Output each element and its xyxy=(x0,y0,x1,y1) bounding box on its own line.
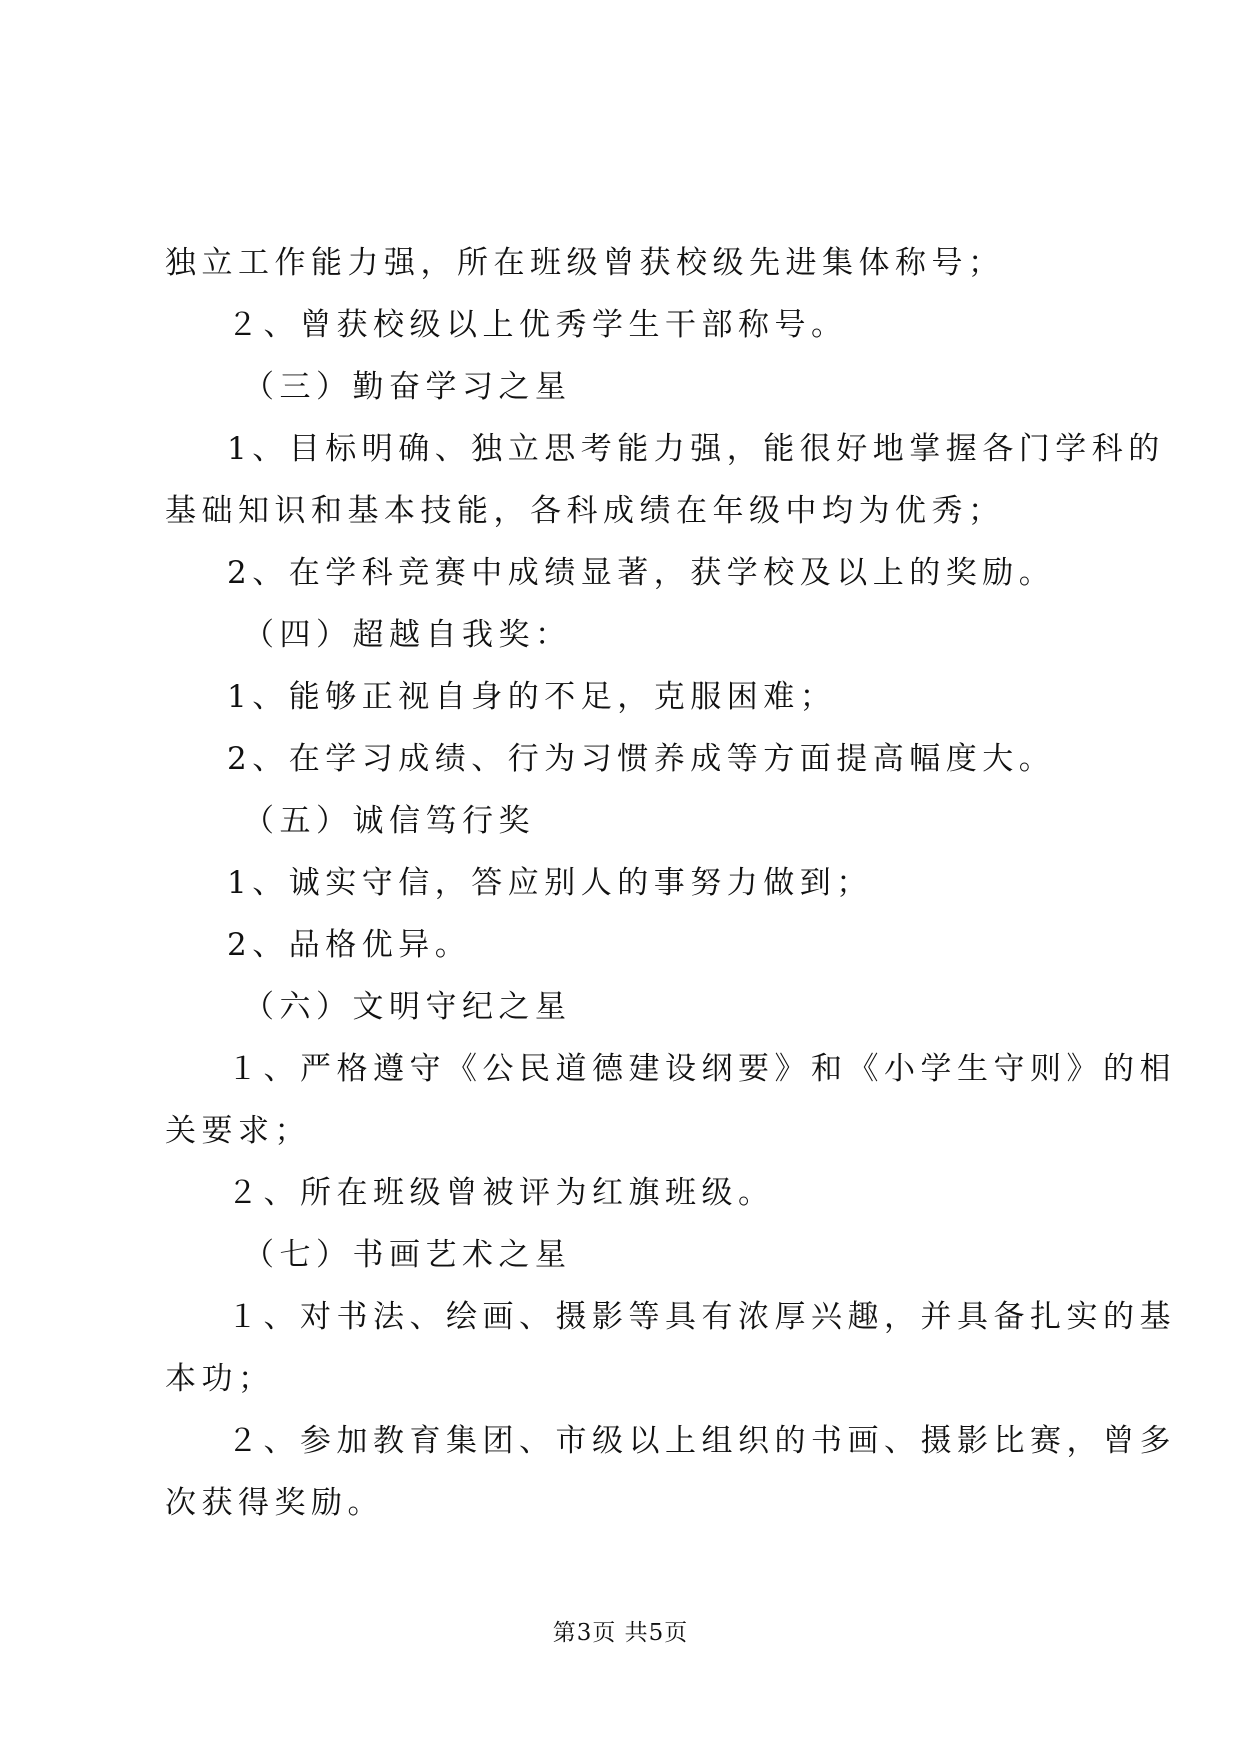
section-heading: （七）书画艺术之星 xyxy=(243,1237,572,1273)
list-item: ２、参加教育集团、市级以上组织的书画、摄影比赛，曾多 xyxy=(227,1423,1176,1459)
list-item: ２、所在班级曾被评为红旗班级。 xyxy=(227,1175,775,1211)
section-heading: （六）文明守纪之星 xyxy=(243,989,572,1025)
section-heading: （三）勤奋学习之星 xyxy=(243,369,572,405)
paragraph-line: 基础知识和基本技能，各科成绩在年级中均为优秀； xyxy=(165,493,1005,529)
paragraph-line: 次获得奖励。 xyxy=(165,1485,384,1521)
list-item: １、严格遵守《公民道德建设纲要》和《小学生守则》的相 xyxy=(227,1051,1176,1087)
list-item: 2、在学习成绩、行为习惯养成等方面提高幅度大。 xyxy=(227,741,1056,777)
list-item: １、对书法、绘画、摄影等具有浓厚兴趣，并具备扎实的基 xyxy=(227,1299,1176,1335)
paragraph-line: 关要求； xyxy=(165,1113,311,1149)
page-number-footer: 第3页 共5页 xyxy=(552,1620,689,1646)
document-body xyxy=(165,232,1176,1534)
paragraph-line: 独立工作能力强，所在班级曾获校级先进集体称号； xyxy=(165,245,1005,281)
list-item: 1、能够正视自身的不足，克服困难； xyxy=(227,679,837,715)
list-item: 1、诚实守信，答应别人的事努力做到； xyxy=(227,865,873,901)
section-heading: （四）超越自我奖： xyxy=(243,617,572,653)
section-heading: （五）诚信笃行奖 xyxy=(243,803,535,839)
list-item: 1、目标明确、独立思考能力强，能很好地掌握各门学科的 xyxy=(227,431,1165,467)
list-item: 2、在学科竞赛中成绩显著，获学校及以上的奖励。 xyxy=(227,555,1056,591)
list-item: 2、品格优异。 xyxy=(227,927,472,963)
paragraph-line: 本功； xyxy=(165,1361,275,1397)
list-item: ２、曾获校级以上优秀学生干部称号。 xyxy=(227,307,848,343)
